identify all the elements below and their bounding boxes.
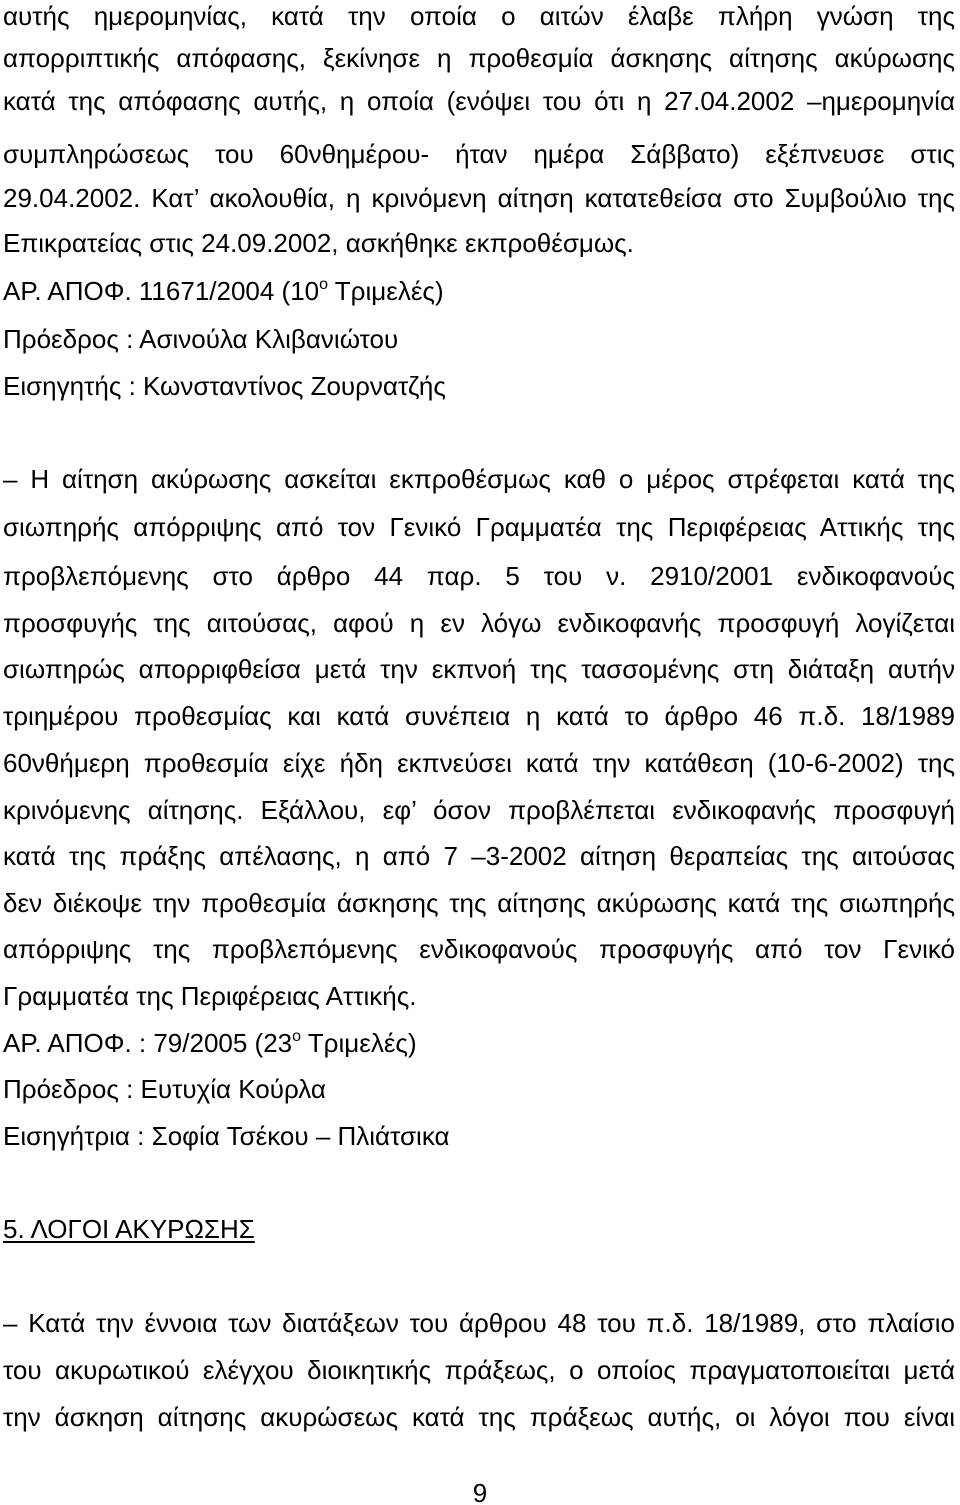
text-line: την άσκηση αίτησης ακυρώσεως κατά της πράξεως αυτής, οι λόγοι που είναι <box>3 1402 955 1432</box>
text-line: Επικρατείας στις 24.09.2002, ασκήθηκε εκπροθέσμως. <box>3 228 634 258</box>
president-line: Πρόεδρος : Ασινούλα Κλιβανιώτου <box>3 324 399 354</box>
text-line: απόρριψης της προβλεπόμενης ενδικοφανούς προσφυγής από τον Γενικό <box>3 934 955 964</box>
section-heading-text: 5. ΛΟΓΟΙ ΑΚΥΡΩΣΗΣ <box>3 1214 255 1244</box>
text-line: – Η αίτηση ακύρωσης ασκείται εκπροθέσμως καθ ο μέρος στρέφεται κατά της <box>3 464 955 494</box>
text-line: κρινόμενης αίτησης. Εξάλλου, εφ’ όσον προβλέπεται ενδικοφανής προσφυγή <box>3 795 955 825</box>
decision-number-text: ΑΡ. ΑΠΟΦ. 11671/2004 (10 <box>3 276 320 306</box>
panel-text: Τριμελές) <box>328 276 444 306</box>
text-line: σιωπηρώς απορριφθείσα μετά την εκπνοή της τασσομένης στη διάταξη αυτήν <box>3 654 955 684</box>
text-line: απορριπτικής απόφασης, ξεκίνησε η προθεσμία άσκησης αίτησης ακύρωσης <box>3 43 955 73</box>
rapporteur-line: Εισηγήτρια : Σοφία Τσέκου – Πλιάτσικα <box>3 1121 450 1151</box>
text-line: Γραμματέα της Περιφέρειας Αττικής. <box>3 981 417 1011</box>
text-line: τριημέρου προθεσμίας και κατά συνέπεια η κατά το άρθρο 46 π.δ. 18/1989 <box>3 701 955 731</box>
text-line: κατά της απόφασης αυτής, η οποία (ενόψει του ότι η 27.04.2002 –ημερομηνία <box>3 86 955 116</box>
panel-text: Τριμελές) <box>301 1028 417 1058</box>
decision-number <box>3 275 955 307</box>
president-line: Πρόεδρος : Ευτυχία Κούρλα <box>3 1074 326 1104</box>
text-line: 29.04.2002. Κατ’ ακολουθία, η κρινόμενη αίτηση κατατεθείσα στο Συμβούλιο της <box>3 183 955 213</box>
section-heading <box>3 1213 955 1245</box>
text-line: προβλεπόμενης στο άρθρο 44 παρ. 5 του ν. 2910/2001 ενδικοφανούς <box>3 561 955 591</box>
text-line: του ακυρωτικού ελέγχου διοικητικής πράξεως, ο οποίος πραγματοποιείται μετά <box>3 1355 955 1385</box>
rapporteur-line: Εισηγητής : Κωνσταντίνος Ζουρνατζής <box>3 371 446 401</box>
decision-number-text: ΑΡ. ΑΠΟΦ. : 79/2005 (23 <box>3 1028 293 1058</box>
page-number: 9 <box>472 1478 488 1505</box>
text-line: 60νθήμερη προθεσμία είχε ήδη εκπνεύσει κατά την κατάθεση (10-6-2002) της <box>3 748 955 778</box>
ordinal-superscript: ο <box>292 1028 302 1045</box>
text-line: σιωπηρής απόρριψης από τον Γενικό Γραμματέα της Περιφέρειας Αττικής της <box>3 512 955 542</box>
text-line: – Κατά την έννοια των διατάξεων του άρθρου 48 του π.δ. 18/1989, στο πλαίσιο <box>3 1308 955 1338</box>
text-line: δεν διέκοψε την προθεσμία άσκησης της αίτησης ακύρωσης κατά της σιωπηρής <box>3 888 955 918</box>
text-line: συμπληρώσεως του 60νθημέρου- ήταν ημέρα Σάββατο) εξέπνευσε στις <box>3 139 955 169</box>
ordinal-superscript: ο <box>319 276 329 293</box>
text-line: κατά της πράξης απέλασης, η από 7 –3-2002 αίτηση θεραπείας της αιτούσας <box>3 841 955 871</box>
decision-number <box>3 1027 955 1059</box>
text-line: αυτής ημερομηνίας, κατά την οποία ο αιτών έλαβε πλήρη γνώση της <box>3 1 955 31</box>
text-line: προσφυγής της αιτούσας, αφού η εν λόγω ενδικοφανής προσφυγή λογίζεται <box>3 608 955 638</box>
